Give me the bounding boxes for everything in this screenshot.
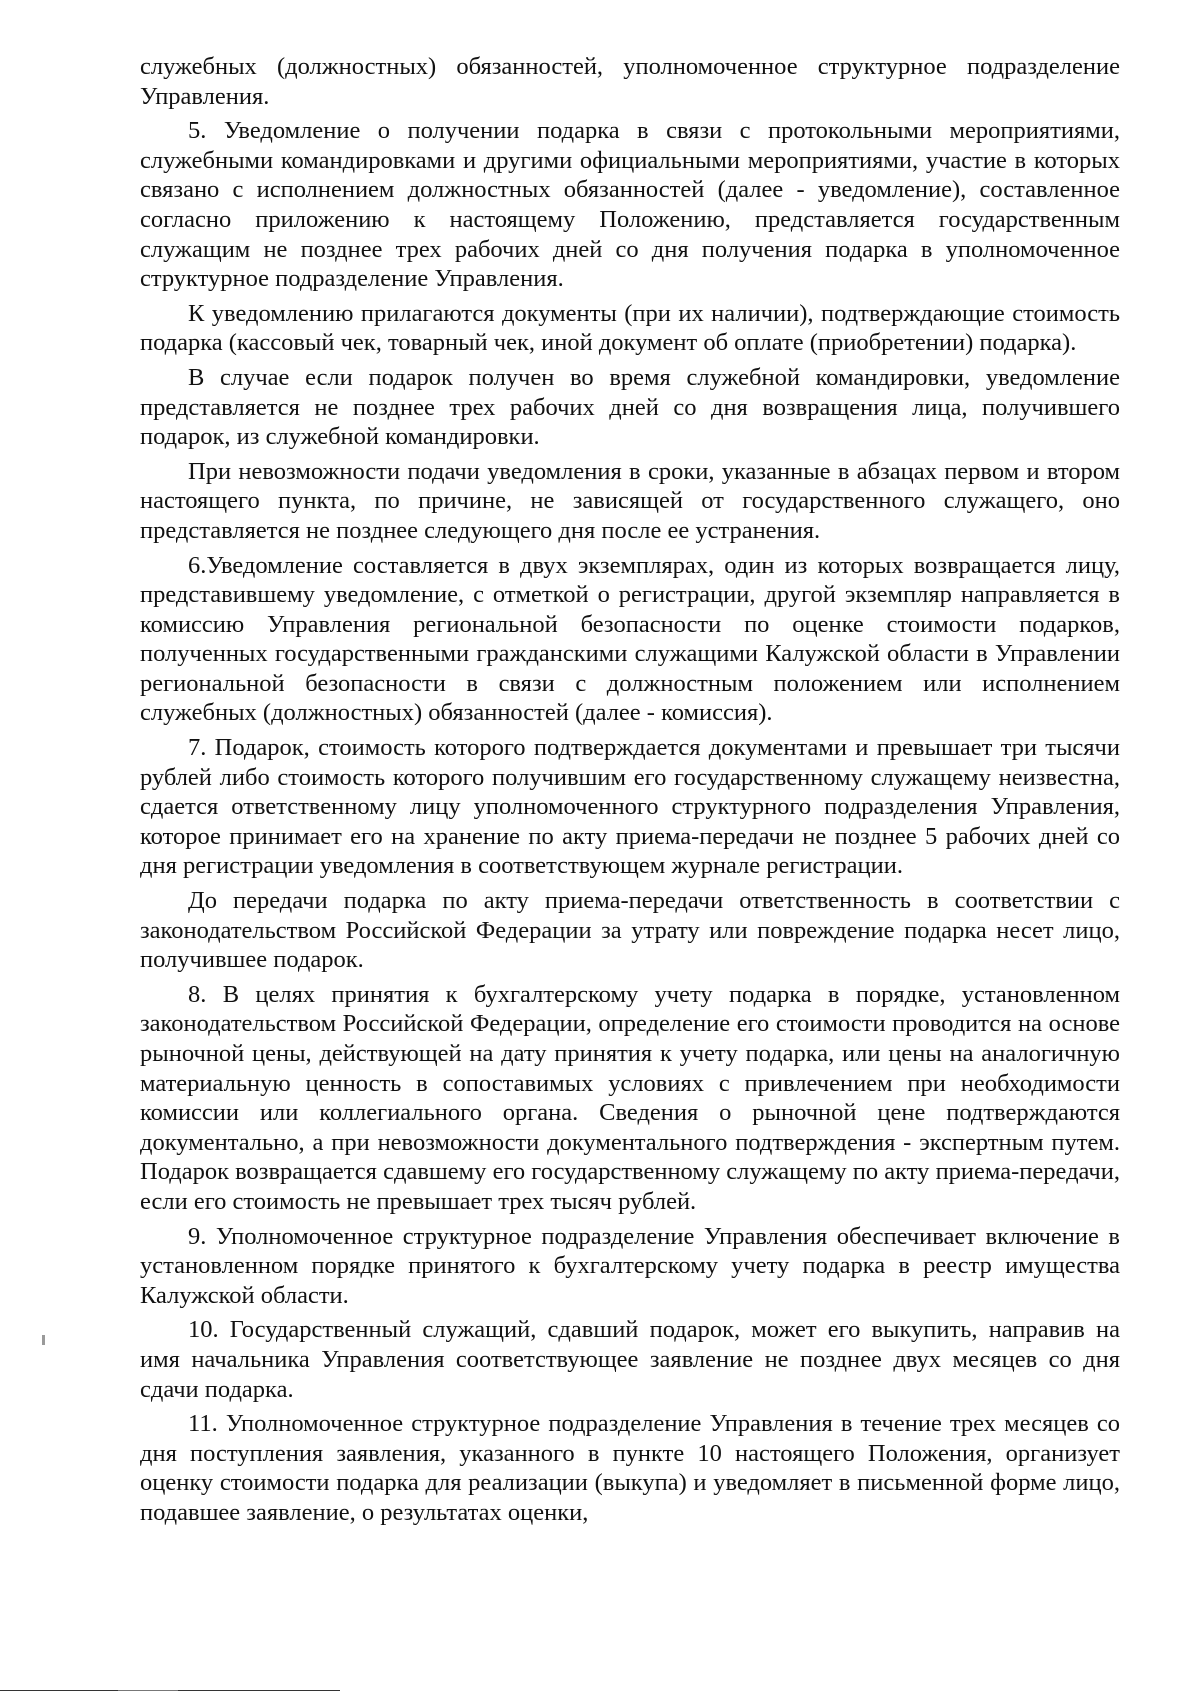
paragraph-impossibility: При невозможности подачи уведомления в сроки, указанные в абзацах первом и втором настоящего пункта, по причине, не зависящей от государственного служащего, оно представляется не позднее следующего дня после ее устранения. [140,457,1120,544]
paragraph-continuation: служебных (должностных) обязанностей, уполномоченное структурное подразделение Управления. [140,53,1120,110]
paragraph-item-10: 10. Государственный служащий, сдавший подарок, может его выкупить, направив на имя начальника Управления соответствующее заявление не позднее двух месяцев со дня сдачи подарка. [140,1316,1120,1403]
paragraph-responsibility: До передачи подарка по акту приема-передачи ответственность в соответствии с законодательством Российской Федерации за утрату или повреждение подарка несет лицо, получившее подарок. [140,887,1120,974]
paragraph-item-11: 11. Уполномоченное структурное подразделение Управления в течение трех месяцев со дня поступления заявления, указанного в пункте 10 настоящего Положения, организует оценку стоимости подарка для реализации (выкупа) и уведомляет в письменной форме лицо, подавшее заявление, о результатах оценки, [140,1410,1120,1526]
document-body [140,52,1120,1533]
scan-artifact-mark [42,1335,45,1345]
paragraph-attachments: К уведомлению прилагаются документы (при их наличии), подтверждающие стоимость подарка (кассовый чек, товарный чек, иной документ об оплате (приобретении) подарка). [140,299,1120,357]
paragraph-business-trip: В случае если подарок получен во время служебной командировки, уведомление представляется не позднее трех рабочих дней со дня возвращения лица, получившего подарок, из служебной командировки. [140,363,1120,451]
paragraph-item-5: 5. Уведомление о получении подарка в связи с протокольными мероприятиями, служебными командировками и другими официальными мероприятиями, участие в которых связано с исполнением должностных обязанностей (далее - уведомление), составленное согласно приложению к настоящему Положению, представляется государственным служащим не позднее трех рабочих дней со дня получения подарка в уполномоченное структурное подразделение Управления. [140,117,1120,293]
paragraph-item-6: 6.Уведомление составляется в двух экземплярах, один из которых возвращается лицу, представившему уведомление, с отметкой о регистрации, другой экземпляр направляется в комиссию Управления региональной безопасности по оценке стоимости подарков, полученных государственными гражданскими служащими Калужской области в Управлении региональной безопасности в связи с должностным положением или исполнением служебных (должностных) обязанностей (далее - комиссия). [140,551,1120,727]
scan-edge-line-segment [118,1690,178,1691]
paragraph-item-8: 8. В целях принятия к бухгалтерскому учету подарка в порядке, установленном законодательством Российской Федерации, определение его стоимости проводится на основе рыночной цены, действующей на дату принятия к учету подарка, или цены на аналогичную материальную ценность в сопоставимых условиях с привлечением при необходимости комиссии или коллегиального органа. Сведения о рыночной цене подтверждаются документально, а при невозможности документального подтверждения - экспертным путем. Подарок возвращается сдавшему его государственному служащему по акту приема-передачи, если его стоимость не превышает трех тысяч рублей. [140,980,1120,1215]
paragraph-item-7: 7. Подарок, стоимость которого подтверждается документами и превышает три тысячи рублей либо стоимость которого получившим его государственному служащему неизвестна, сдается ответственному лицу уполномоченного структурного подразделения Управления, которое принимает его на хранение по акту приема-передачи не позднее 5 рабочих дней со дня регистрации уведомления в соответствующем журнале регистрации. [140,734,1120,880]
paragraph-item-9: 9. Уполномоченное структурное подразделение Управления обеспечивает включение в установленном порядке принятого к бухгалтерскому учету подарка в реестр имущества Калужской области. [140,1222,1120,1309]
